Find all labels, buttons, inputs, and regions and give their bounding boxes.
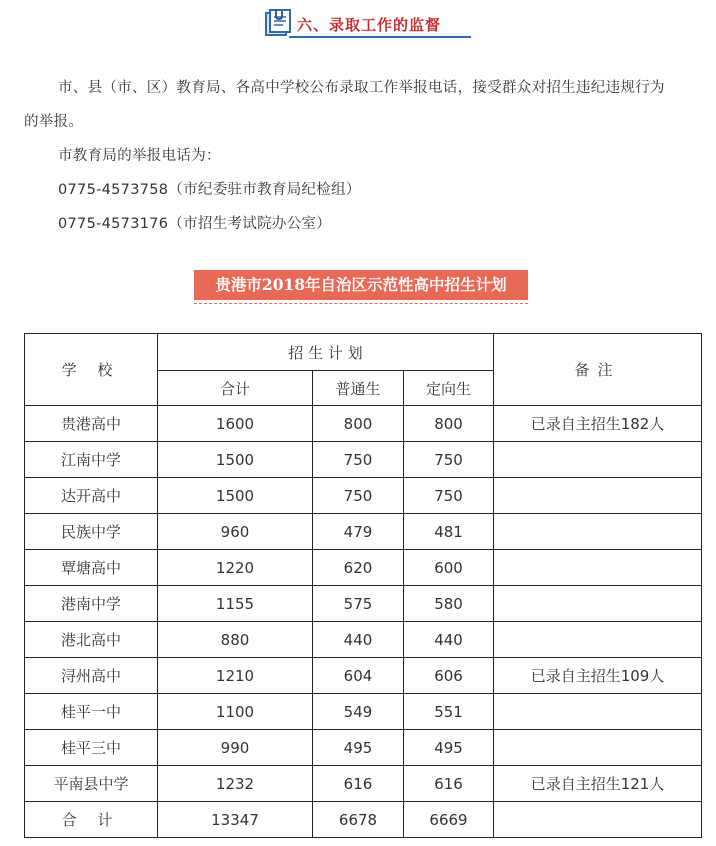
cell-total: 1100 <box>158 694 313 730</box>
table-row <box>25 442 702 478</box>
sum-total: 13347 <box>158 802 313 838</box>
cell-school: 达开高中 <box>25 478 158 514</box>
hotline-intro: 市教育局的举报电话为： <box>58 148 221 164</box>
cell-total: 1220 <box>158 550 313 586</box>
cell-note <box>494 550 702 586</box>
table-row <box>25 586 702 622</box>
sum-label: 合 计 <box>25 802 158 838</box>
cell-note <box>494 478 702 514</box>
cell-total: 1210 <box>158 658 313 694</box>
cell-note <box>494 622 702 658</box>
cell-general: 620 <box>313 550 404 586</box>
section-title: 六、录取工作的监督 <box>297 16 442 34</box>
cell-directed: 606 <box>404 658 494 694</box>
cell-school: 覃塘高中 <box>25 550 158 586</box>
cell-directed: 616 <box>404 766 494 802</box>
cell-note <box>494 730 702 766</box>
cell-school: 浔州高中 <box>25 658 158 694</box>
sum-general: 6678 <box>313 802 404 838</box>
cell-school: 平南县中学 <box>25 766 158 802</box>
cell-total: 960 <box>158 514 313 550</box>
cell-directed: 750 <box>404 478 494 514</box>
sum-directed: 6669 <box>404 802 494 838</box>
cell-general: 549 <box>313 694 404 730</box>
cell-general: 440 <box>313 622 404 658</box>
table-header-row <box>25 334 702 371</box>
header-note: 备注 <box>494 334 702 406</box>
table-row <box>25 514 702 550</box>
cell-directed: 580 <box>404 586 494 622</box>
cell-total: 990 <box>158 730 313 766</box>
cell-general: 604 <box>313 658 404 694</box>
hotline-phone-1: 0775-4573758（市纪委驻市教育局纪检组） <box>58 182 361 198</box>
table-sum-row <box>25 802 702 838</box>
header-school: 学 校 <box>25 334 158 406</box>
enrollment-plan-table <box>24 333 702 838</box>
cell-school: 贵港高中 <box>25 406 158 442</box>
cell-note: 已录自主招生109人 <box>494 658 702 694</box>
header-general: 普通生 <box>313 371 404 406</box>
cell-note <box>494 586 702 622</box>
table-row <box>25 622 702 658</box>
cell-general: 495 <box>313 730 404 766</box>
cell-general: 750 <box>313 442 404 478</box>
section-title-underline <box>289 12 471 38</box>
cell-directed: 750 <box>404 442 494 478</box>
table-row <box>25 658 702 694</box>
cell-school: 港南中学 <box>25 586 158 622</box>
cell-total: 1600 <box>158 406 313 442</box>
cell-total: 1500 <box>158 478 313 514</box>
cell-note: 已录自主招生121人 <box>494 766 702 802</box>
cell-total: 1155 <box>158 586 313 622</box>
table-banner-title: 贵港市2018年自治区示范性高中招生计划 <box>194 270 528 300</box>
table-row <box>25 550 702 586</box>
cell-school: 桂平三中 <box>25 730 158 766</box>
cell-general: 616 <box>313 766 404 802</box>
cell-general: 575 <box>313 586 404 622</box>
cell-note: 已录自主招生182人 <box>494 406 702 442</box>
cell-note <box>494 442 702 478</box>
cell-directed: 495 <box>404 730 494 766</box>
table-row <box>25 406 702 442</box>
sum-note <box>494 802 702 838</box>
cell-directed: 481 <box>404 514 494 550</box>
cell-directed: 600 <box>404 550 494 586</box>
cell-note <box>494 514 702 550</box>
cell-total: 1500 <box>158 442 313 478</box>
cell-general: 750 <box>313 478 404 514</box>
table-row <box>25 694 702 730</box>
cell-school: 民族中学 <box>25 514 158 550</box>
paragraph-line-1: 市、县（市、区）教育局、各高中学校公布录取工作举报电话，接受群众对招生违纪违规行为 <box>58 80 665 96</box>
cell-directed: 440 <box>404 622 494 658</box>
cell-directed: 551 <box>404 694 494 730</box>
header-directed: 定向生 <box>404 371 494 406</box>
cell-school: 江南中学 <box>25 442 158 478</box>
cell-total: 1232 <box>158 766 313 802</box>
cell-note <box>494 694 702 730</box>
cell-directed: 800 <box>404 406 494 442</box>
paragraph-line-2: 的举报。 <box>24 114 84 130</box>
banner-underline <box>194 303 528 304</box>
table-row <box>25 730 702 766</box>
header-plan: 招 生 计 划 <box>158 334 494 371</box>
table-row <box>25 766 702 802</box>
cell-school: 港北高中 <box>25 622 158 658</box>
table-row <box>25 478 702 514</box>
cell-total: 880 <box>158 622 313 658</box>
hotline-phone-2: 0775-4573176（市招生考试院办公室） <box>58 216 332 232</box>
cell-general: 800 <box>313 406 404 442</box>
header-total: 合计 <box>158 371 313 406</box>
cell-general: 479 <box>313 514 404 550</box>
section-header <box>263 8 471 38</box>
cell-school: 桂平一中 <box>25 694 158 730</box>
